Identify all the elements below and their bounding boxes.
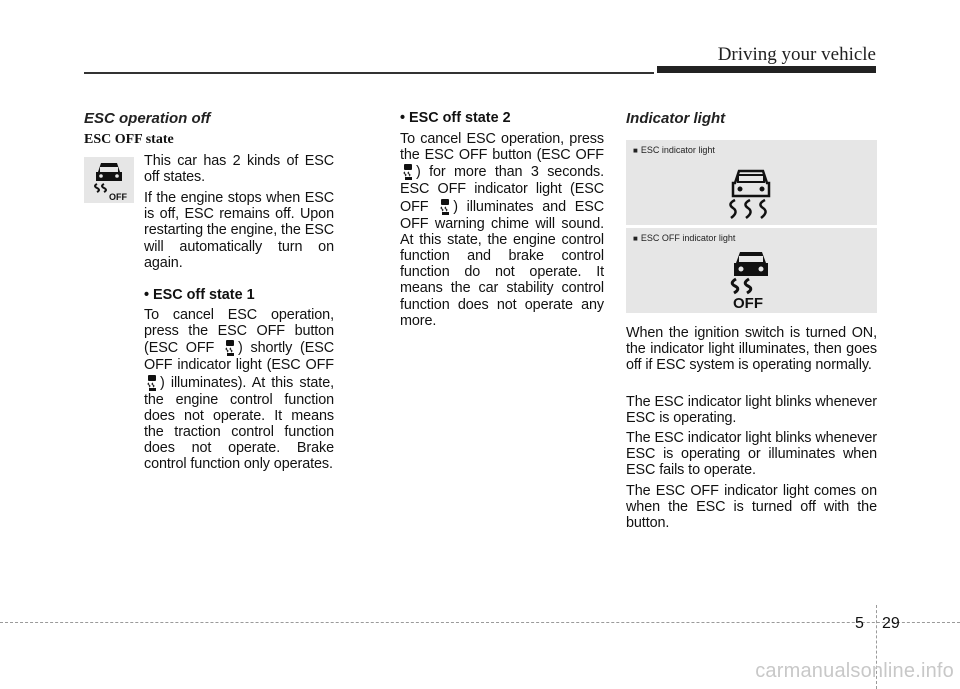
state-2-text-b: ) for more than 3 seconds. ESC OFF indicator light (ESC OFF	[400, 164, 604, 215]
bullet-esc-off-state-2-label: ESC off state 2	[409, 110, 511, 126]
esc-off-inline-icon	[439, 198, 451, 216]
section-title-esc-off: ESC operation off	[84, 110, 211, 127]
intro-paragraph-2: If the engine stops when ESC is off, ESC remains off. Upon restarting the engine, the ESC will automatically turn on again.	[144, 190, 334, 271]
state-2-text-c: ) illuminates and ESC OFF warning chime will sound. At this state, the engine control function and brake control function do not operate. It means the car stability control function does not operate any more.	[400, 198, 604, 329]
esc-indicator-label-text: ESC indicator light	[640, 145, 715, 155]
esc-off-icon-label: OFF	[109, 192, 127, 200]
header-rule-accent	[657, 66, 876, 73]
esc-off-indicator-label-text: ESC OFF indicator light	[640, 233, 736, 243]
esc-off-inline-icon	[146, 374, 158, 392]
bullet-esc-off-state-1-label: ESC off state 1	[153, 287, 255, 303]
watermark-text: carmanualsonline.info	[755, 660, 954, 682]
esc-off-indicator-label: ■ ESC OFF indicator light	[633, 233, 736, 243]
indicator-paragraph-3: The ESC indicator light blinks whenever ESC is operating or illuminates when ESC fails to operate.	[626, 430, 877, 479]
state-2-text-a: To cancel ESC operation, press the ESC OFF button (ESC OFF	[400, 131, 604, 164]
esc-indicator-icon	[723, 166, 779, 222]
state-2-paragraph	[400, 131, 604, 329]
indicator-paragraph-4: The ESC OFF indicator light comes on when the ESC is turned off with the button.	[626, 483, 877, 532]
esc-indicator-panel	[626, 140, 877, 225]
state-1-text-b: ) shortly (ESC OFF indicator light (ESC OFF	[144, 340, 334, 374]
footer-section-number: 5	[855, 615, 864, 632]
subhead-esc-off-state: ESC OFF state	[84, 132, 174, 147]
header-rule	[84, 72, 654, 74]
bullet-esc-off-state-2: • ESC off state 2	[400, 110, 511, 126]
section-title-indicator-light: Indicator light	[626, 110, 726, 127]
footer-page-number: 29	[882, 615, 900, 632]
indicator-paragraph-1: When the ignition switch is turned ON, the indicator light illuminates, then goes off if ESC system is operating normally.	[626, 325, 877, 374]
page-header-title: Driving your vehicle	[717, 44, 876, 65]
footer-rule	[0, 622, 960, 623]
state-1-text-a: To cancel ESC operation, press the ESC OFF button (ESC OFF	[144, 307, 334, 357]
indicator-paragraph-2: The ESC indicator light blinks whenever ESC is operating.	[626, 394, 877, 427]
esc-off-indicator-icon-label: OFF	[733, 295, 763, 310]
state-1-paragraph	[144, 307, 334, 473]
esc-off-indicator-panel	[626, 228, 877, 313]
intro-paragraph-1: This car has 2 kinds of ESC off states.	[144, 153, 334, 186]
bullet-esc-off-state-1: • ESC off state 1	[144, 287, 255, 303]
esc-off-icon-box	[84, 157, 134, 203]
esc-off-icon	[88, 160, 130, 200]
esc-off-indicator-icon	[728, 248, 784, 310]
esc-off-inline-icon	[224, 339, 236, 357]
state-1-text-c: ) illuminates). At this state, the engine control function does not operate. It means the traction control function does not operate. Brake control function only operates.	[144, 374, 334, 473]
esc-indicator-label: ■ ESC indicator light	[633, 145, 715, 155]
esc-off-inline-icon	[402, 163, 414, 181]
